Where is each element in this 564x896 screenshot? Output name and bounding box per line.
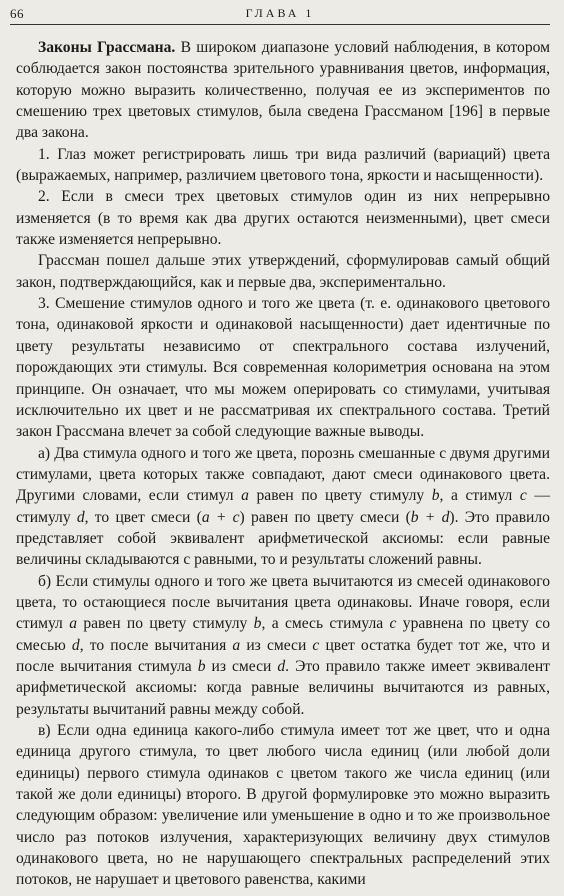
text-span: а) Два стимула одного и того же цвета, порознь смешанные с двумя другими стимулами, цвета которых также совпадают, дают смеси одинакового цвета. Другими словами, если стимул xyxy=(16,444,550,505)
text-span: , то цвет смеси ( xyxy=(84,508,202,526)
page-body xyxy=(16,37,550,891)
math-var: d xyxy=(277,657,286,675)
text-span: — стимулу xyxy=(16,487,550,526)
text-span: цвет остатка будет тот же, что и после вычитания стимула xyxy=(16,636,550,675)
paragraph-law-2: 2. Если в смеси трех цветовых стимулов один из них непрерывно изменяется (в то время как два других остаются неизменными), цвет смеси также изменяется непрерывно. xyxy=(16,188,550,249)
math-var: a xyxy=(69,615,77,633)
paragraph-corollary-a xyxy=(16,443,550,571)
text-span: равен по цвету стимулу xyxy=(248,487,432,505)
math-var: c xyxy=(519,487,527,505)
page-number: 66 xyxy=(10,6,24,21)
paragraph-generalization: Грассман пошел дальше этих утверждений, сформулировав самый общий закон, подтверждающийся, как и первые два, экспериментально. xyxy=(16,252,550,291)
paragraph-grassmann-intro xyxy=(16,37,550,144)
math-var: d xyxy=(76,508,85,526)
text-span: равен по цвету стимулу xyxy=(76,615,254,633)
paragraph-law-3: 3. Смешение стимулов одного и того же цвета (т. е. одинакового цветового тона, одинаковой яркости и одинаковой насыщенности) дает идентичные по цвету результаты независимо от спектрального состава излучений, порождающих эти стимулы. Вся современная колориметрия основана на этом принципе. Он означает, что мы можем оперировать со стимулами, учитывая исключительно их цвет и не рассматривая их спектрального состава. Третий закон Грассмана влечет за собой следующие важные выводы. xyxy=(16,295,550,441)
math-expression: b + d xyxy=(410,508,450,526)
section-title: Законы Грассмана. xyxy=(38,39,176,56)
page-header xyxy=(10,6,550,25)
paragraph-law-1: 1. Глаз может регистрировать лишь три вида различий (вариаций) цвета (выражаемых, например, различием цветового тона, яркости и насыщенности). xyxy=(16,145,550,185)
text-span: , а смесь стимула xyxy=(261,615,390,633)
text-span: уравнена по цвету со смесью xyxy=(16,615,550,654)
math-var: b xyxy=(197,657,206,675)
text-span: б) Если стимулы одного и того же цвета вычитаются из смесей одинакового цвета, то остающиеся после вычитания цвета одинаковы. Иначе говоря, если стимул xyxy=(16,572,550,633)
math-var: a xyxy=(241,487,249,505)
text-span: ). Это правило представляет собой эквивалент арифметической аксиомы: если равные величины складываются с равными, то и результаты сложений равны. xyxy=(16,508,550,569)
intro-text: В широком диапазоне условий наблюдения, в котором соблюдается закон постоянства зрительного уравнивания цветов, информация, которую можно выразить количественно, получая ее из экспериментов по смешению трех цветовых стимулов, была сведена Грассманом [196] в первые два закона. xyxy=(16,39,551,142)
running-head: ГЛАВА 1 xyxy=(245,6,315,20)
text-span: из смеси xyxy=(205,657,278,675)
paragraph-corollary-c: в) Если одна единица какого-либо стимула имеет тот же цвет, что и одна единица другого стимула, то цвет любого числа единиц (или любой доли единицы) первого стимула одинаков с цветом такого же числа единиц (или такой же доли единицы) второго. В другой формулировке это можно выразить следующим образом: увеличение или уменьшение в одно и то же произвольное число раз потоков излучения, характеризующих величину двух стимулов одинакового цвета, но не нарушающего спектральных распределений этих потоков, не нарушает и цветового равенства, какими xyxy=(16,722,550,889)
math-var: c xyxy=(312,636,320,654)
math-var: c xyxy=(389,615,397,633)
text-span: из смеси xyxy=(240,636,313,654)
math-var: a xyxy=(232,636,241,654)
text-span: ) равен по цвету смеси ( xyxy=(239,508,411,526)
text-span: , а стимул xyxy=(439,487,520,505)
math-expression: a + c xyxy=(201,508,240,526)
paragraph-corollary-b xyxy=(16,571,550,720)
text-span: . Это правило также имеет эквивалент арифметической аксиомы: когда равные величины вычитаются из равных, результаты вычитаний равны между собой. xyxy=(16,657,550,718)
math-var: d xyxy=(71,636,80,654)
math-var: b xyxy=(253,615,262,633)
math-var: b xyxy=(431,487,440,505)
text-span: , то после вычитания xyxy=(79,636,233,654)
